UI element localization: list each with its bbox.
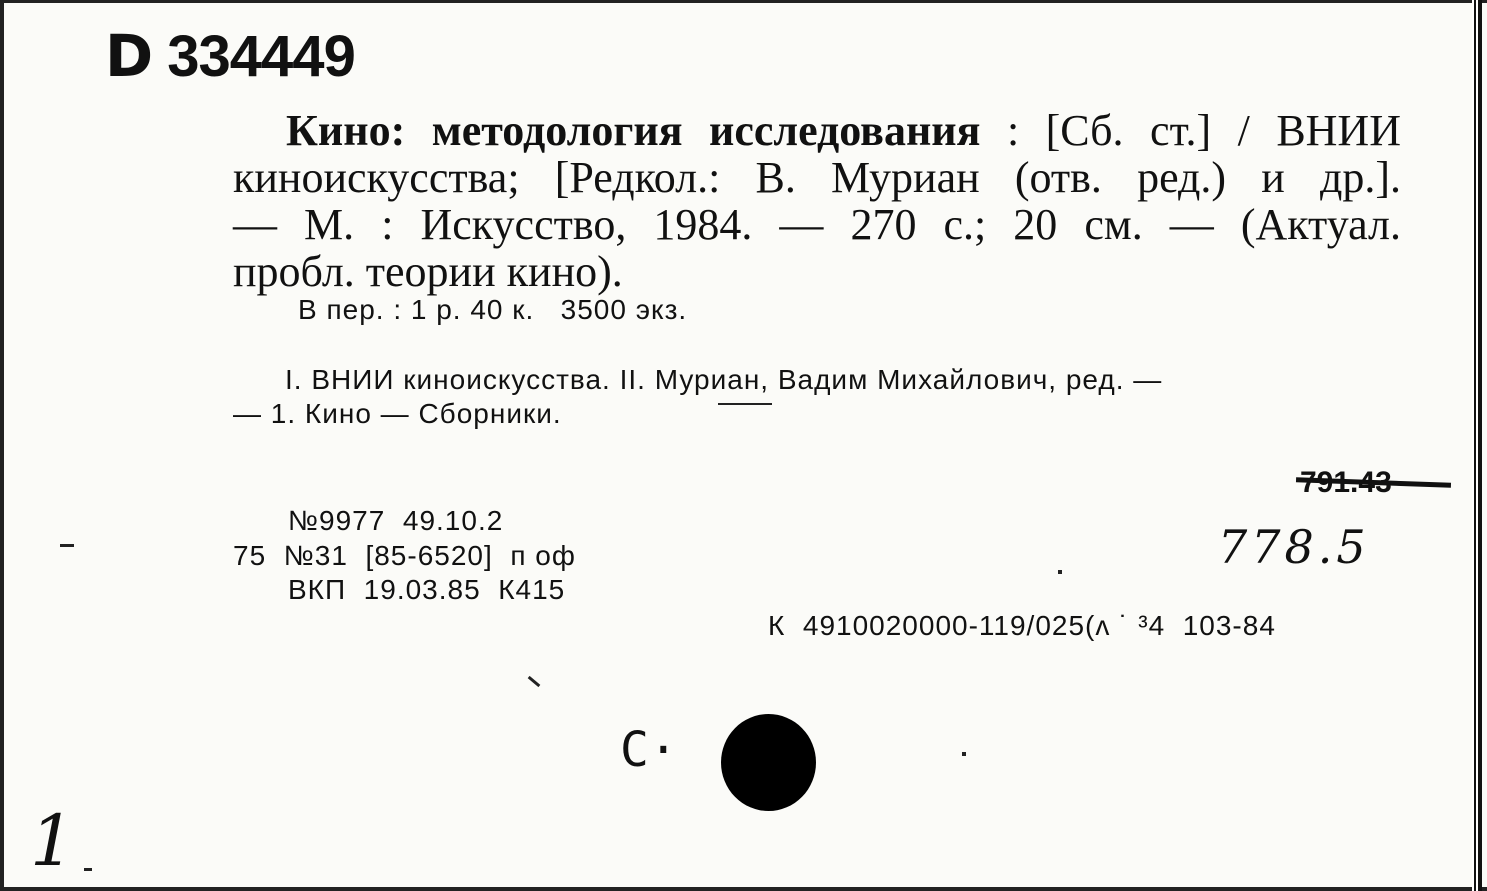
catalog-prefix: D [105,22,153,90]
print-info-line-1: №9977 49.10.2 [288,505,504,536]
letter-mark: С· [620,722,678,778]
card-border-right [1472,0,1482,891]
card-border-bottom [0,887,1487,891]
sheet-number: 1 [30,800,75,882]
record-title: Кино: методология исследования [286,106,981,155]
print-info-prefix: 75 [233,540,267,571]
specks [60,544,74,547]
record-line-4: пробл. теории кино). [233,247,623,296]
specks [528,676,541,687]
tracings-line-1: I. ВНИИ киноискусства. II. Муриан, Вадим Михайлович, ред. — [285,364,1163,395]
record-line-1 [233,108,1401,154]
price-line: В пер. : 1 р. 40 к. 3500 экз. [298,294,688,325]
print-info-line-2 [233,540,576,572]
print-info-line-3: ВКП 19.03.85 К415 [288,574,566,605]
print-info-line-2-text: №31 [85-6520] п оф [283,540,576,571]
specks [1058,570,1062,574]
specks [962,752,966,756]
catalog-number [105,22,355,90]
catalog-number-value: 334449 [167,24,355,89]
record-line-2: киноискусства; [Редкол.: В. Муриан (отв. ред.) и др.]. [233,153,1401,202]
record-line-3: — М. : Искусство, 1984. — 270 с.; 20 см. — (Актуал. [233,200,1401,249]
card-border-left [0,0,4,891]
specks [84,868,92,871]
filled-circle-mark [721,714,816,811]
card-border-top [0,0,1487,3]
tracings-line-2: — 1. Кино — Сборники. [233,398,562,429]
specks [718,403,772,405]
record-line-1-rest: : [Сб. ст.] / ВНИИ [1006,106,1401,155]
shelf-mark-new: 778.5 [1218,520,1370,574]
classification-code: К 4910020000-119/025(ʌ ˙ ³4 103-84 [768,610,1276,641]
